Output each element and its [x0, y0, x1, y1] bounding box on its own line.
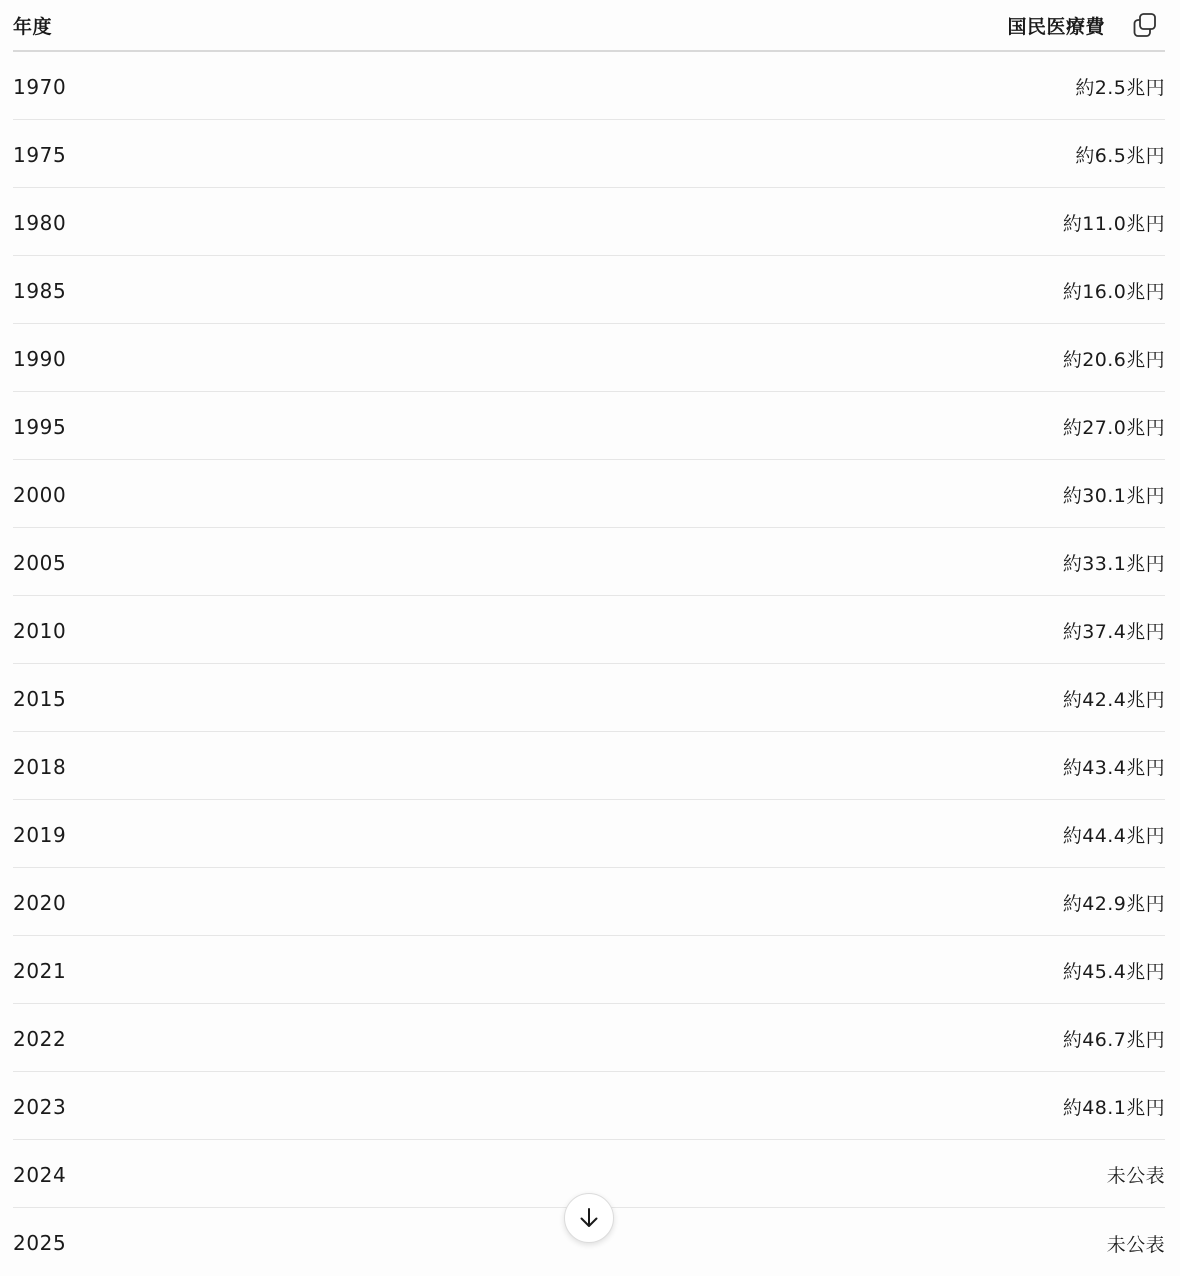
cell-cost: 約33.1兆円	[1062, 553, 1165, 575]
cell-year: 1975	[13, 142, 67, 167]
cell-cost: 約45.4兆円	[1062, 961, 1165, 983]
cell-year: 2022	[13, 1026, 67, 1051]
cell-year: 1990	[13, 346, 67, 371]
table-header-row	[13, 0, 1165, 52]
table-row	[13, 188, 1165, 256]
table-row	[13, 392, 1165, 460]
cell-cost: 約42.9兆円	[1062, 893, 1165, 915]
cell-year: 2019	[13, 822, 67, 847]
cell-year: 2024	[13, 1162, 67, 1187]
header-right-group	[1007, 11, 1165, 39]
cell-cost: 約44.4兆円	[1062, 825, 1165, 847]
arrow-down-icon	[578, 1207, 600, 1229]
cell-cost: 約43.4兆円	[1062, 757, 1165, 779]
table-row	[13, 528, 1165, 596]
table-row	[13, 868, 1165, 936]
copy-icon	[1132, 12, 1158, 38]
cell-year: 2015	[13, 686, 67, 711]
cell-year: 1985	[13, 278, 67, 303]
column-header-cost: 国民医療費	[1007, 15, 1105, 38]
cell-year: 2021	[13, 958, 67, 983]
cell-year: 2000	[13, 482, 67, 507]
table-row	[13, 460, 1165, 528]
cell-year: 2018	[13, 754, 67, 779]
cell-cost: 未公表	[1106, 1233, 1165, 1256]
cell-cost: 約16.0兆円	[1062, 281, 1165, 303]
cell-cost: 約2.5兆円	[1075, 77, 1165, 99]
table-row	[13, 800, 1165, 868]
cell-year: 1980	[13, 210, 67, 235]
cell-cost: 約11.0兆円	[1062, 213, 1165, 235]
copy-table-button[interactable]	[1131, 11, 1159, 39]
cell-year: 2023	[13, 1094, 67, 1119]
cell-cost: 約48.1兆円	[1062, 1097, 1165, 1119]
table-row	[13, 596, 1165, 664]
cell-cost: 約20.6兆円	[1062, 349, 1165, 371]
column-header-year: 年度	[13, 15, 53, 38]
cell-year: 2025	[13, 1231, 67, 1255]
cell-year: 2020	[13, 890, 67, 915]
cell-cost: 約6.5兆円	[1075, 145, 1165, 167]
cell-year: 1995	[13, 414, 67, 439]
cell-cost: 約37.4兆円	[1062, 621, 1165, 643]
table-body	[13, 52, 1165, 1276]
cell-year: 2005	[13, 550, 67, 575]
table-row	[13, 1004, 1165, 1072]
cell-cost: 約46.7兆円	[1062, 1029, 1165, 1051]
cell-year: 2010	[13, 618, 67, 643]
table-row	[13, 120, 1165, 188]
cell-cost: 未公表	[1106, 1165, 1165, 1187]
cell-cost: 約30.1兆円	[1062, 485, 1165, 507]
table-row	[13, 1072, 1165, 1140]
cell-cost: 約27.0兆円	[1062, 417, 1165, 439]
table-row	[13, 52, 1165, 120]
table-row	[13, 664, 1165, 732]
table-row	[13, 256, 1165, 324]
table-row	[13, 324, 1165, 392]
table-row	[13, 936, 1165, 1004]
cell-year: 1970	[13, 74, 67, 99]
table-row	[13, 732, 1165, 800]
scroll-down-button[interactable]	[564, 1193, 614, 1243]
data-table	[13, 0, 1165, 1276]
cell-cost: 約42.4兆円	[1062, 689, 1165, 711]
